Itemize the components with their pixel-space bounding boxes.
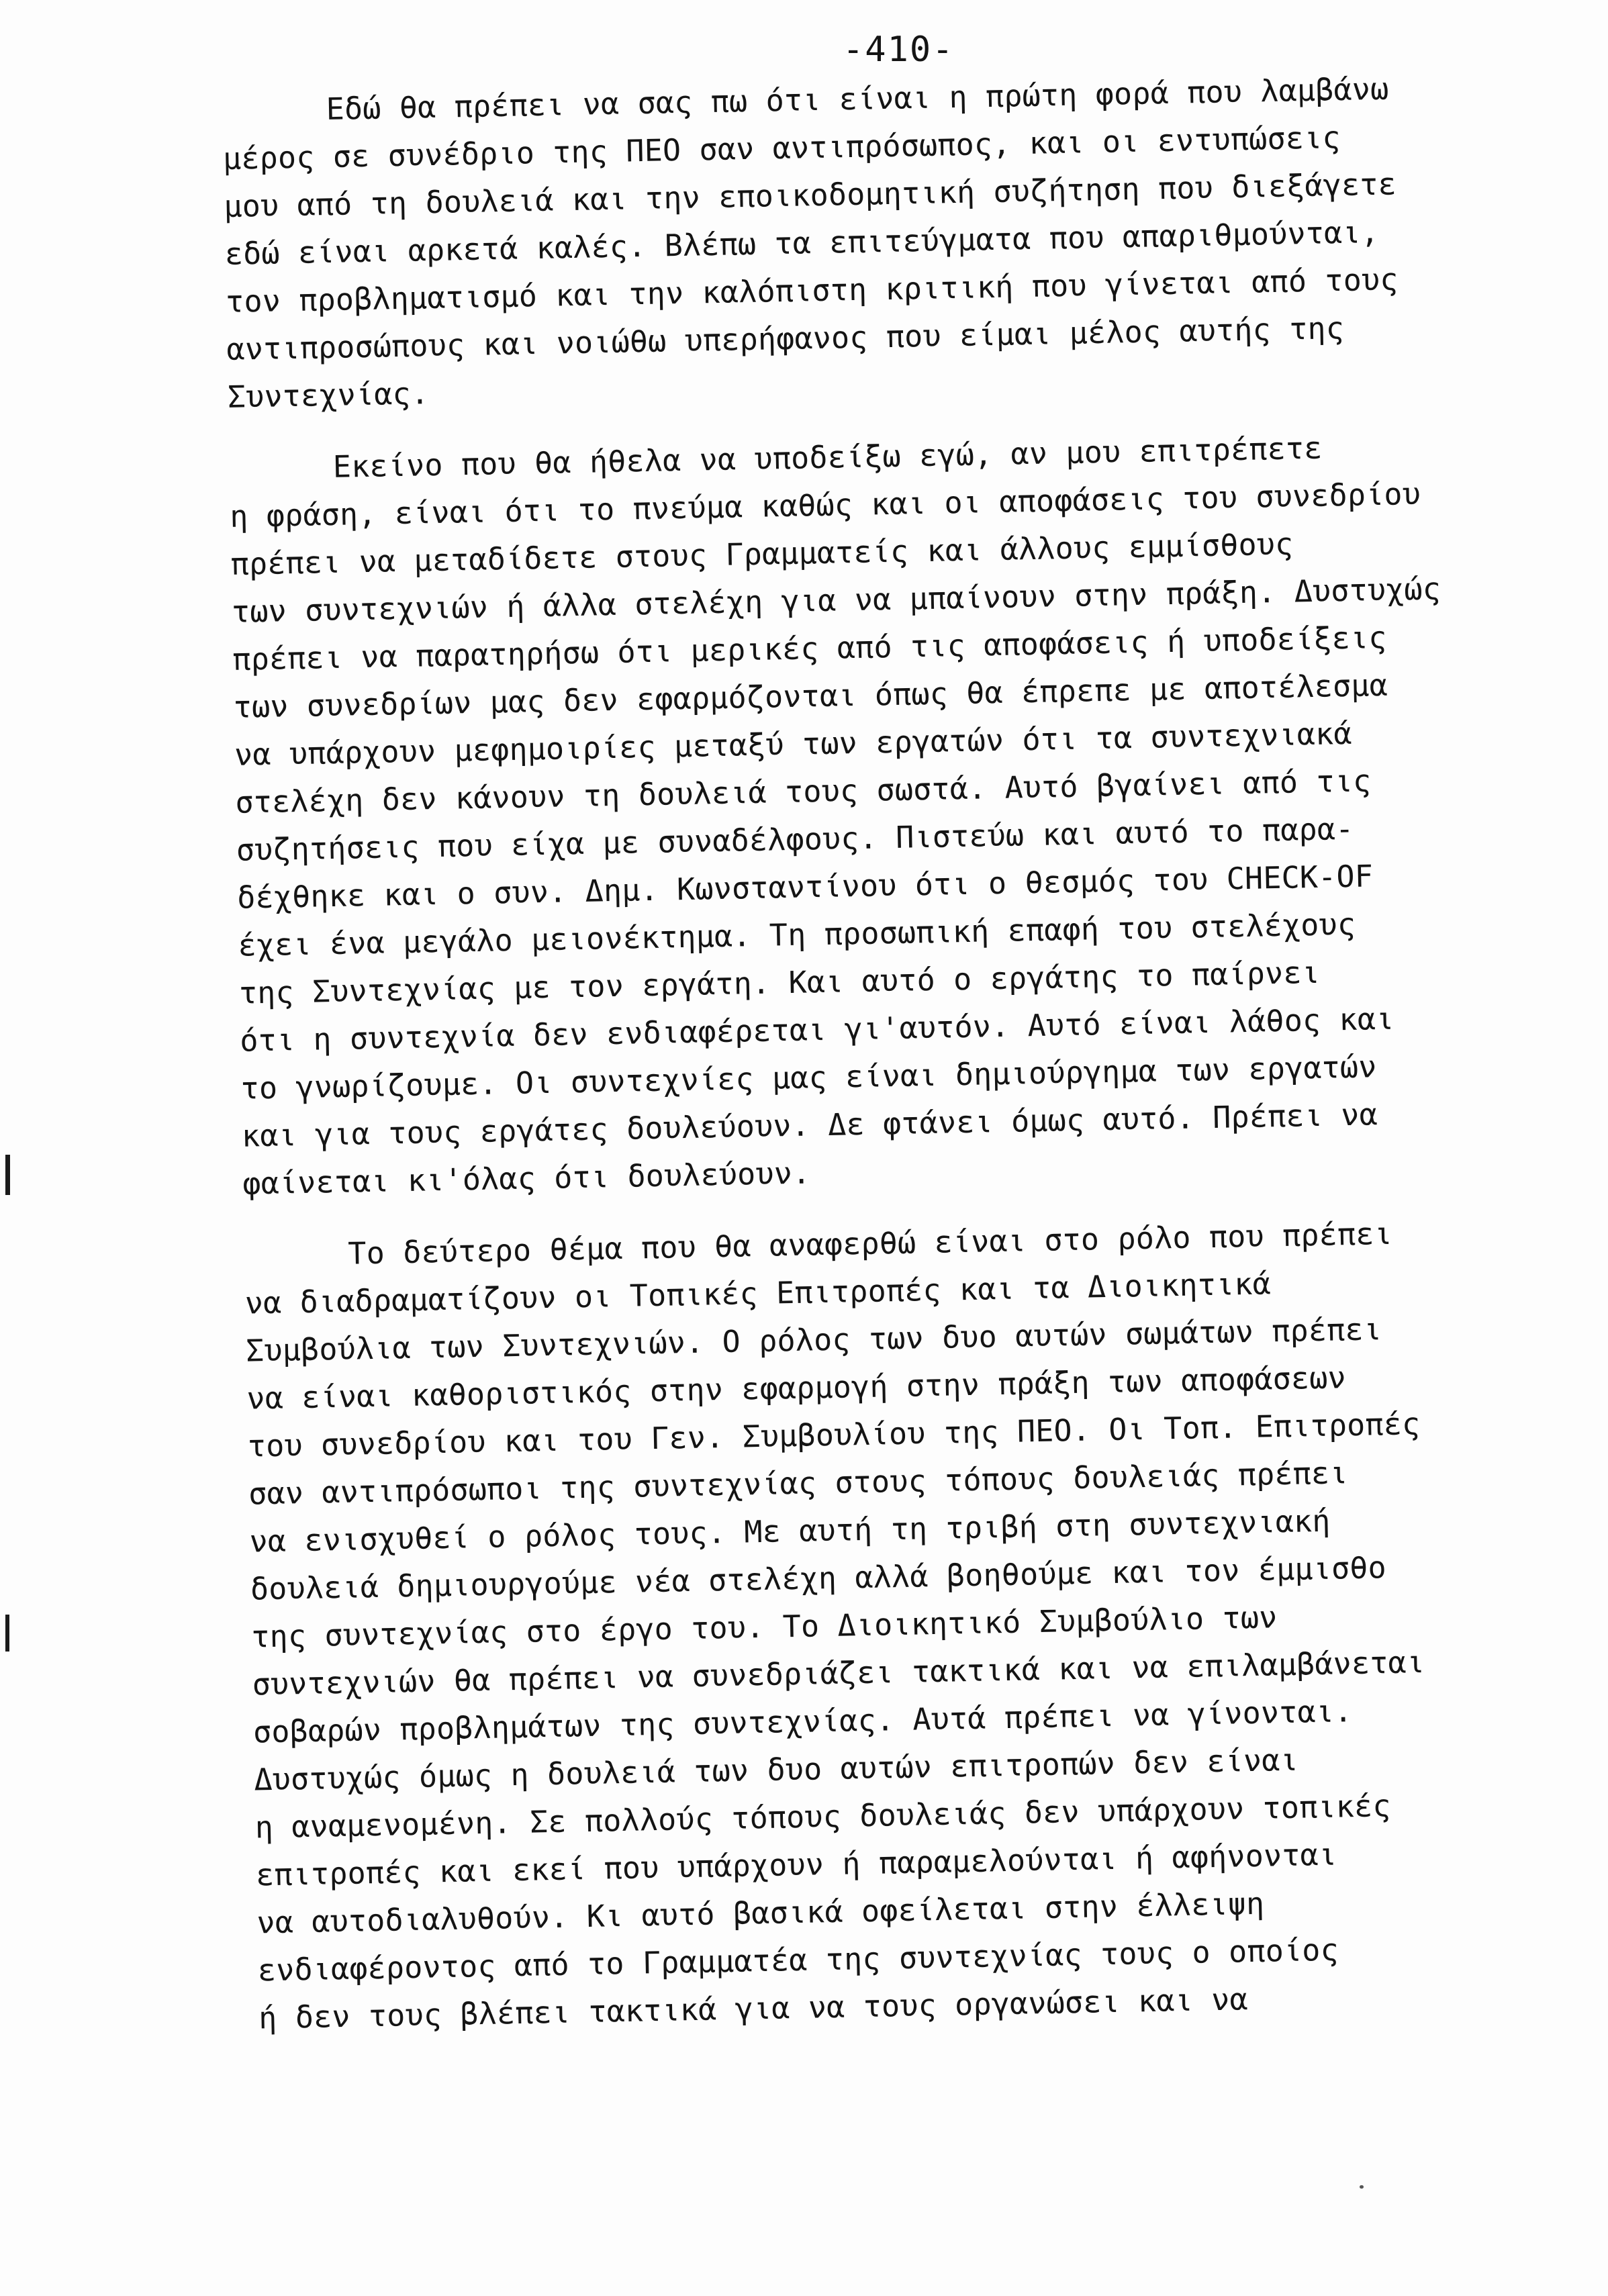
text-line: τον προβληματισμό και την καλόπιστη κριτική που γίνεται από τους — [225, 261, 1399, 320]
text-line: να αυτοδιαλυθούν. Κι αυτό βασικά οφείλεται στην έλλειψη — [256, 1885, 1265, 1941]
text-line: σοβαρών προβλημάτων της συντεχνίας. Αυτά πρέπει να γίνονται. — [252, 1693, 1353, 1750]
paragraph-2 — [228, 420, 1572, 1208]
text-line: Δυστυχώς όμως η δουλειά των δυο αυτών επιτροπών δεν είναι — [253, 1741, 1299, 1798]
text-line: μέρος σε συνέδριο της ΠΕΟ σαν αντιπρόσωπος, και οι εντυπώσεις — [222, 119, 1341, 177]
text-line: να είναι καθοριστικός στην εφαρμογή στην πράξη των αποφάσεων — [246, 1359, 1347, 1417]
text-line: Συμβούλια των Συντεχνιών. Ο ρόλος των δυο αυτών σωμάτων πρέπει — [245, 1311, 1382, 1369]
text-line: δουλειά δημιουργούμε νέα στελέχη αλλά βοηθούμε και τον έμμισθο — [250, 1549, 1387, 1607]
text-line: να ενισχυθεί ο ρόλος τους. Με αυτή τη τριβή στη συντεχνιακή — [249, 1502, 1331, 1560]
text-line: Εκείνο που θα ήθελα να υποδείξω εγώ, αν μου επιτρέπετε — [332, 430, 1323, 485]
text-line: πρέπει να μεταδίδετε στους Γραμματείς και άλλους εμμίσθους — [230, 526, 1294, 582]
text-line: σαν αντιπρόσωποι της συντεχνίας στους τόπους δουλειάς πρέπει — [248, 1455, 1348, 1512]
text-line: δέχθηκε και ο συν. Δημ. Κωνσταντίνου ότι ο θεσμός του CHECK-OF — [236, 858, 1374, 916]
text-line: η αναμενομένη. Σε πολλούς τόπους δουλειάς δεν υπάρχουν τοπικές — [254, 1788, 1392, 1846]
scan-edge-mark — [5, 1615, 9, 1652]
text-line: συντεχνιών θα πρέπει να συνεδριάζει τακτικά και να επιλαμβάνεται — [252, 1644, 1425, 1703]
text-line: Το δεύτερο θέμα που θα αναφερθώ είναι στο ρόλο που πρέπει — [347, 1215, 1393, 1272]
text-line: εδώ είναι αρκετά καλές. Βλέπω τα επιτεύγματα που απαριθμούνται, — [224, 213, 1380, 272]
text-line: συζητήσεις που είχα με συναδέλφους. Πιστεύω και αυτό το παρα- — [236, 810, 1354, 868]
paragraph-3 — [244, 1206, 1589, 2042]
text-line: η φράση, είναι ότι το πνεύμα καθώς και οι αποφάσεις του συνεδρίου — [229, 475, 1421, 534]
paragraph-1 — [222, 62, 1557, 421]
text-line: ή δεν τους βλέπει τακτικά για να τους οργανώσει και να — [258, 1981, 1249, 2036]
text-line: Εδώ θα πρέπει να σας πω ότι είναι η πρώτη φορά που λαμβάνω — [326, 70, 1389, 128]
scan-edge-mark — [5, 1155, 10, 1195]
text-line: της συντεχνίας στο έργο του. Το Διοικητικό Συμβούλιο των — [250, 1599, 1278, 1655]
text-line: επιτροπές και εκεί που υπάρχουν ή παραμελούνται ή αφήνονται — [255, 1836, 1337, 1893]
text-line: το γνωρίζουμε. Οι συντεχνίες μας είναι δημιούργημα των εργατών — [240, 1049, 1377, 1106]
text-line: των συντεχνιών ή άλλα στελέχη για να μπαίνουν στην πράξη. Δυστυχώς — [231, 571, 1441, 630]
text-line: φαίνεται κι'όλας ότι δουλεύουν. — [242, 1155, 811, 1202]
document-body — [222, 62, 1589, 2066]
text-line: να διαδραματίζουν οι Τοπικές Επιτροπές και τα Διοικητικά — [244, 1265, 1272, 1321]
text-line: πρέπει να παρατηρήσω ότι μερικές από τις αποφάσεις ή υποδείξεις — [232, 619, 1387, 677]
text-line: και για τους εργάτες δουλεύουν. Δε φτάνει όμως αυτό. Πρέπει να — [241, 1096, 1378, 1154]
text-line: ενδιαφέροντος από το Γραμματέα της συντεχνίας τους ο οποίος — [257, 1931, 1339, 1989]
text-line: έχει ένα μεγάλο μειονέκτημα. Τη προσωπική επαφή του στελέχους — [238, 906, 1356, 963]
scan-speck — [1360, 2185, 1364, 2189]
text-line: στελέχη δεν κάνουν τη δουλειά τους σωστά. Αυτό βγαίνει από τις — [234, 763, 1372, 820]
text-line: του συνεδρίου και του Γεν. Συμβουλίου της ΠΕΟ. Οι Τοπ. Επιτροπές — [247, 1406, 1421, 1464]
text-line: Συντεχνίας. — [227, 375, 430, 415]
text-line: αντιπροσώπους και νοιώθω υπερήφανος που είμαι μέλος αυτής της — [226, 309, 1345, 367]
text-line: ότι η συντεχνία δεν ενδιαφέρεται γι'αυτόν. Αυτό είναι λάθος και — [239, 1000, 1394, 1059]
text-line: των συνεδρίων μας δεν εφαρμόζονται όπως θα έπρεπε με αποτέλεσμα — [233, 667, 1388, 725]
text-line: να υπάρχουν μεφημοιρίες μεταξύ των εργατών ότι τα συντεχνιακά — [234, 715, 1353, 773]
page-number: -410- — [843, 30, 955, 70]
text-line: μου από τη δουλειά και την εποικοδομητική συζήτηση που διεξάγετε — [223, 166, 1397, 224]
text-line: της Συντεχνίας με τον εργάτη. Και αυτό ο εργάτης το παίρνει — [238, 954, 1321, 1011]
